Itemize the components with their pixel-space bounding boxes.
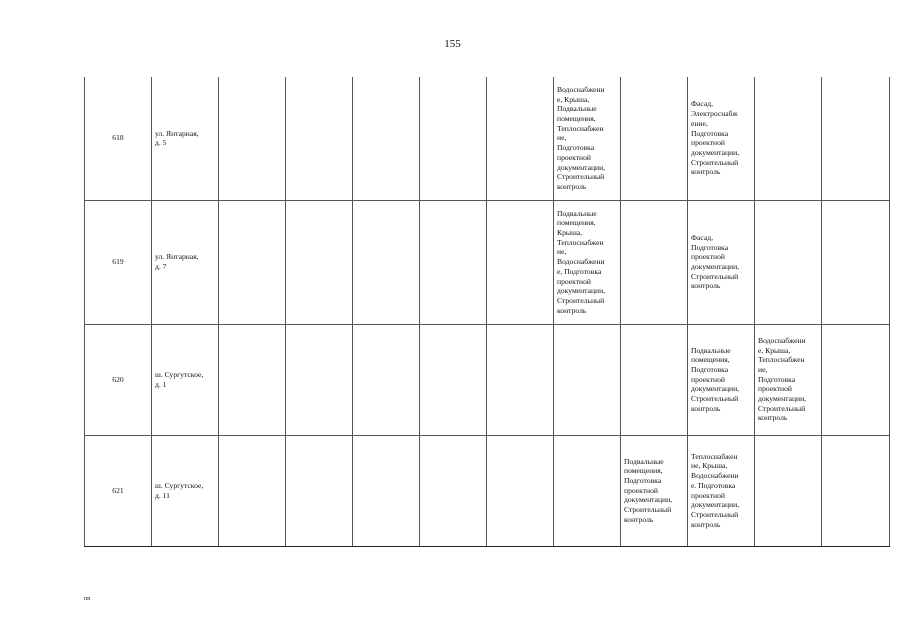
empty-cell: [219, 435, 286, 546]
table-row: [85, 200, 890, 324]
works-cell: [621, 77, 688, 200]
table-row: [85, 77, 890, 200]
empty-cell: [487, 77, 554, 200]
address-cell: [152, 435, 219, 546]
works-cell: [755, 77, 822, 200]
empty-cell: [353, 200, 420, 324]
page-number: 155: [444, 38, 461, 50]
address-cell: [152, 77, 219, 200]
works-text: Подвальные помещения, Подготовка проектной документации, Строительный контроль: [624, 456, 673, 524]
address-text: ш. Сургутское, д. 11: [155, 480, 204, 500]
empty-cell: [219, 77, 286, 200]
works-text: Водоснабжени е, Крыша, Теплоснабжен ие, Подготовка проектной документации, Строительный контроль: [758, 335, 807, 423]
works-cell: [688, 324, 755, 435]
empty-cell: [286, 77, 353, 200]
address-text: ул. Янтарная, д. 5: [155, 128, 199, 148]
works-cell: [688, 77, 755, 200]
empty-cell: [822, 200, 890, 324]
address-cell: [152, 324, 219, 435]
table-row: [85, 324, 890, 435]
works-text: Теплоснабжен ие, Крыша, Водоснабжени е. Подготовка проектной документации, Строительный контроль: [691, 451, 740, 529]
empty-cell: [487, 324, 554, 435]
works-cell: [755, 324, 822, 435]
empty-cell: [822, 324, 890, 435]
row-number: 618: [85, 77, 152, 200]
works-cell: [554, 435, 621, 546]
works-text: Фасад, Подготовка проектной документации, Строительный контроль: [691, 232, 740, 291]
empty-cell: [822, 77, 890, 200]
works-cell: [621, 324, 688, 435]
empty-cell: [219, 324, 286, 435]
empty-cell: [420, 324, 487, 435]
row-number: 620: [85, 324, 152, 435]
empty-cell: [822, 435, 890, 546]
empty-cell: [353, 435, 420, 546]
address-text: ул. Янтарная, д. 7: [155, 252, 199, 271]
works-cell: [688, 200, 755, 324]
works-text: Водоснабжени е, Крыша, Подвальные помещения, Теплоснабжен ие, Подготовка проектной документации, Строительный контроль: [557, 84, 606, 191]
empty-cell: [420, 77, 487, 200]
empty-cell: [353, 324, 420, 435]
works-cell: [621, 200, 688, 324]
works-cell: [621, 435, 688, 546]
row-number: 621: [85, 435, 152, 546]
works-cell: [755, 435, 822, 546]
works-cell: [554, 200, 621, 324]
footer-mark: пп: [84, 596, 91, 602]
empty-cell: [286, 200, 353, 324]
works-cell: [554, 324, 621, 435]
address-text: ш. Сургутское, д. 1: [155, 369, 204, 389]
works-text: Фасад, Электроснабж ение, Подготовка проектной документации, Строительный контроль: [691, 99, 740, 177]
empty-cell: [353, 77, 420, 200]
empty-cell: [420, 435, 487, 546]
table-row: [85, 435, 890, 546]
empty-cell: [487, 435, 554, 546]
address-cell: [152, 200, 219, 324]
empty-cell: [219, 200, 286, 324]
empty-cell: [487, 200, 554, 324]
works-text: Подвальные помещения, Подготовка проектной документации, Строительный контроль: [691, 345, 740, 413]
empty-cell: [420, 200, 487, 324]
works-text: Подвальные помещения, Крыша, Теплоснабжен ие, Водоснабжени е, Подготовка проектной документации, Строительный контроль: [557, 208, 606, 315]
repair-schedule-table: [84, 77, 890, 547]
empty-cell: [286, 324, 353, 435]
works-cell: [688, 435, 755, 546]
works-cell: [554, 77, 621, 200]
empty-cell: [286, 435, 353, 546]
row-number: 619: [85, 200, 152, 324]
works-cell: [755, 200, 822, 324]
